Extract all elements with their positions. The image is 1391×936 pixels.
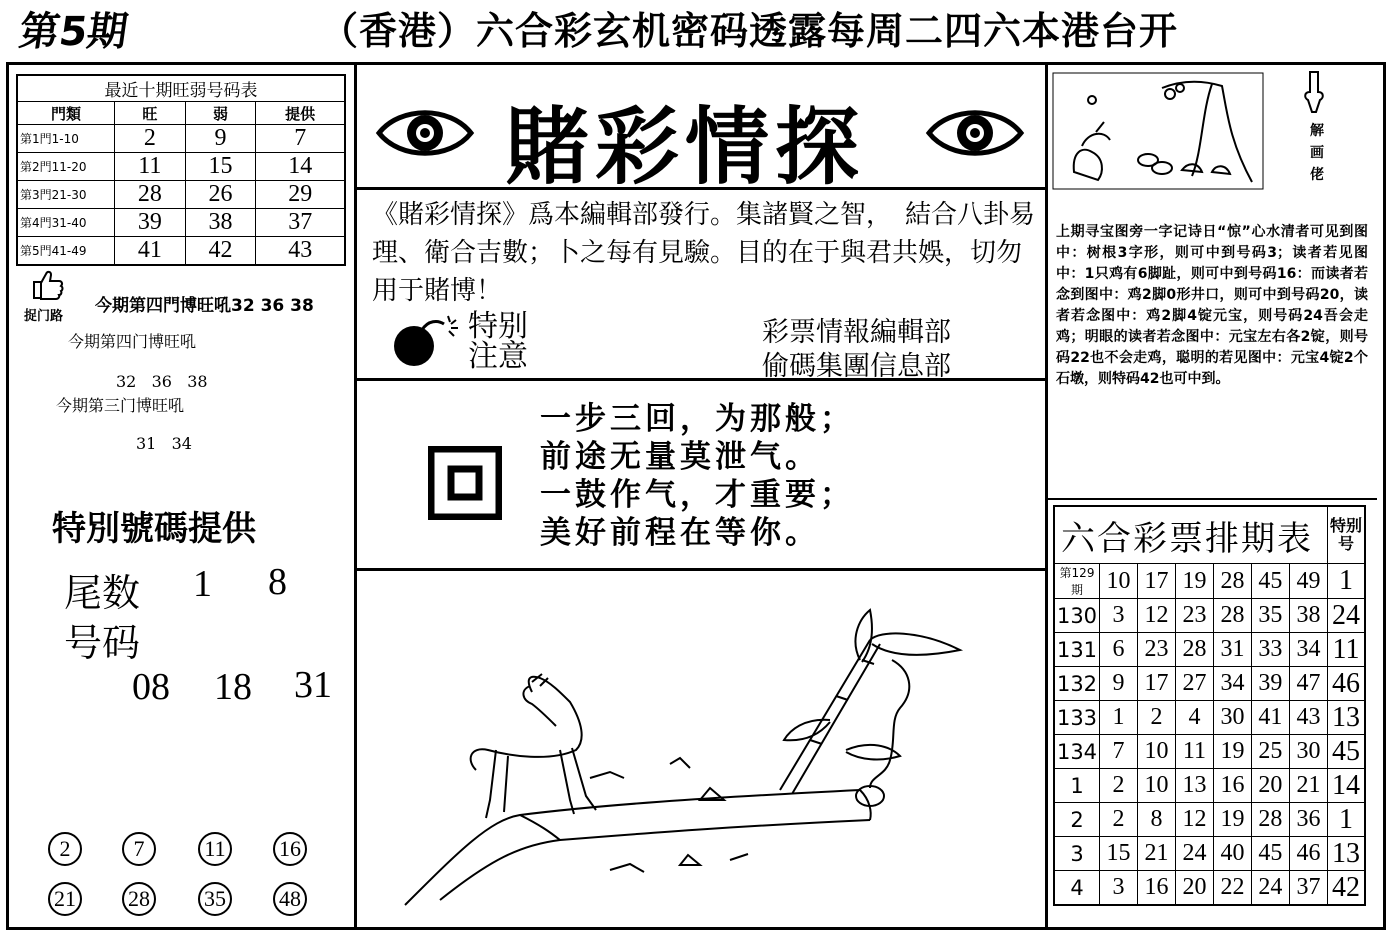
draw-number: 24 [1175, 837, 1213, 871]
special-number: 45 [1328, 735, 1366, 769]
draw-number: 38 [1289, 599, 1327, 633]
period: 第129期 [1054, 564, 1100, 599]
draw-number: 21 [1137, 837, 1175, 871]
draw-number: 3 [1100, 871, 1138, 906]
draw-number: 20 [1251, 769, 1289, 803]
thumbs-up-icon [28, 266, 64, 302]
table-row [17, 181, 345, 209]
table-row [1054, 803, 1365, 837]
draw-number: 19 [1213, 803, 1251, 837]
draw-number: 28 [1213, 564, 1251, 599]
draw-number: 34 [1289, 633, 1327, 667]
draw-number: 17 [1137, 564, 1175, 599]
circled-number: 21 [48, 882, 82, 916]
table-row [17, 125, 345, 153]
period: 131 [1054, 633, 1100, 667]
period: 4 [1054, 871, 1100, 906]
department-1: 彩票情報編輯部 [762, 317, 951, 348]
hot-number: 2 [115, 125, 186, 153]
table-row [1054, 837, 1365, 871]
circled-number: 28 [122, 882, 156, 916]
draw-number: 21 [1289, 769, 1327, 803]
group-name: 第3門21-30 [17, 181, 115, 209]
code-value: 08 [132, 666, 170, 708]
draw-number: 13 [1175, 769, 1213, 803]
table-row [1054, 701, 1365, 735]
weak-number: 15 [185, 153, 256, 181]
draw-number: 8 [1137, 803, 1175, 837]
side-label-1: 解 [1310, 123, 1324, 139]
eye-icon-left [375, 104, 475, 162]
special-number: 1 [1328, 564, 1366, 599]
pointing-hand-icon [1302, 70, 1326, 114]
draw-number: 28 [1251, 803, 1289, 837]
special-number: 14 [1328, 769, 1366, 803]
intro-text: 《賭彩情探》爲本編輯部發行。集諸賢之智， 結合八卦易理、衛合吉數；卜之每有見驗。目的在于與君共娛，切勿用于賭博！ [372, 200, 1036, 306]
tips-label: 捉门路 [24, 309, 64, 324]
schedule-title: 六合彩票排期表 [1054, 506, 1328, 564]
draw-number: 16 [1213, 769, 1251, 803]
circled-number: 35 [198, 882, 232, 916]
draw-number: 23 [1175, 599, 1213, 633]
tips-line-1-numbers: 32 36 38 [116, 372, 208, 391]
draw-number: 22 [1213, 871, 1251, 906]
right-column-divider [1045, 64, 1048, 928]
draw-number: 9 [1100, 667, 1138, 701]
side-label-2: 画 [1310, 145, 1324, 161]
offer-number: 29 [256, 181, 345, 209]
table-row [1054, 769, 1365, 803]
poem-line-1: 一步三回，为那般； [540, 401, 855, 437]
draw-number: 10 [1137, 735, 1175, 769]
draw-number: 12 [1137, 599, 1175, 633]
group-name: 第2門11-20 [17, 153, 115, 181]
draw-number: 2 [1100, 803, 1138, 837]
circled-number: 2 [48, 832, 82, 866]
tips-line-2-numbers: 31 34 [136, 434, 192, 453]
table-row [1054, 735, 1365, 769]
draw-number: 10 [1137, 769, 1175, 803]
draw-number: 31 [1213, 633, 1251, 667]
draw-number: 1 [1100, 701, 1138, 735]
period: 3 [1054, 837, 1100, 871]
poem-divider [356, 568, 1046, 571]
draw-number: 24 [1251, 871, 1289, 906]
code-label: 号码 [64, 621, 141, 665]
poem-line-4: 美好前程在等你。 [540, 515, 820, 551]
tail-value-a: 1 [193, 563, 212, 605]
draw-number: 7 [1100, 735, 1138, 769]
draw-number: 2 [1100, 769, 1138, 803]
department-2: 偷碼集團信息部 [762, 351, 951, 382]
draw-schedule-table [1053, 505, 1366, 906]
tail-label: 尾数 [64, 571, 141, 615]
period: 1 [1054, 769, 1100, 803]
col-header-weak: 弱 [185, 102, 256, 125]
special-number: 42 [1328, 871, 1366, 906]
special-number: 1 [1328, 803, 1366, 837]
draw-number: 23 [1137, 633, 1175, 667]
special-number: 13 [1328, 837, 1366, 871]
circled-number: 48 [273, 882, 307, 916]
hot-number: 28 [115, 181, 186, 209]
tips-line-2: 今期第三门博旺吼 [56, 396, 185, 415]
offer-number: 43 [256, 237, 345, 266]
circled-number: 7 [122, 832, 156, 866]
special-numbers-title: 特別號碼提供 [52, 509, 256, 549]
offer-number: 7 [256, 125, 345, 153]
col-header-hot: 旺 [115, 102, 186, 125]
draw-number: 45 [1251, 564, 1289, 599]
special-number: 11 [1328, 633, 1366, 667]
group-name: 第4門31-40 [17, 209, 115, 237]
offer-number: 14 [256, 153, 345, 181]
special-number: 13 [1328, 701, 1366, 735]
circled-number: 16 [273, 832, 307, 866]
period: 132 [1054, 667, 1100, 701]
table-row [17, 153, 345, 181]
draw-number: 39 [1251, 667, 1289, 701]
draw-number: 11 [1175, 735, 1213, 769]
draw-number: 49 [1289, 564, 1327, 599]
weak-number: 42 [185, 237, 256, 266]
draw-number: 28 [1175, 633, 1213, 667]
draw-number: 10 [1100, 564, 1138, 599]
hot-number: 39 [115, 209, 186, 237]
draw-number: 2 [1137, 701, 1175, 735]
deer-bamboo-illustration [400, 600, 1000, 920]
draw-number: 16 [1137, 871, 1175, 906]
weak-number: 38 [185, 209, 256, 237]
table-row [1054, 871, 1365, 906]
period: 134 [1054, 735, 1100, 769]
draw-number: 35 [1251, 599, 1289, 633]
draw-number: 15 [1100, 837, 1138, 871]
eye-icon-right [925, 104, 1025, 162]
issue-number: 第5期 [16, 9, 131, 55]
tail-value-b: 8 [268, 561, 287, 603]
draw-number: 30 [1213, 701, 1251, 735]
draw-number: 41 [1251, 701, 1289, 735]
weak-number: 9 [185, 125, 256, 153]
period: 133 [1054, 701, 1100, 735]
weak-number: 26 [185, 181, 256, 209]
table-row [17, 237, 345, 266]
special-number: 24 [1328, 599, 1366, 633]
draw-number: 37 [1289, 871, 1327, 906]
table-row [1054, 564, 1365, 599]
period: 130 [1054, 599, 1100, 633]
draw-number: 6 [1100, 633, 1138, 667]
riddle-picture [1052, 72, 1264, 190]
draw-number: 12 [1175, 803, 1213, 837]
tips-line-1: 今期第四门博旺吼 [68, 332, 197, 351]
hot-weak-table-caption: 最近十期旺弱号码表 [17, 75, 345, 102]
poem-line-2: 前途无量莫泄气。 [540, 439, 820, 475]
draw-number: 34 [1213, 667, 1251, 701]
period: 2 [1054, 803, 1100, 837]
poem-line-3: 一鼓作气，才重要； [540, 477, 855, 513]
bomb-icon [392, 312, 464, 368]
draw-number: 47 [1289, 667, 1327, 701]
draw-number: 19 [1175, 564, 1213, 599]
tips-headline: 今期第四門博旺吼32 36 38 [95, 296, 314, 316]
draw-number: 36 [1289, 803, 1327, 837]
circled-number: 11 [198, 832, 232, 866]
draw-number: 4 [1175, 701, 1213, 735]
draw-number: 33 [1251, 633, 1289, 667]
hot-number: 41 [115, 237, 186, 266]
table-row [1054, 599, 1365, 633]
draw-number: 30 [1289, 735, 1327, 769]
special-number-header: 特别号 [1328, 506, 1366, 564]
hot-weak-table [16, 74, 346, 266]
code-value: 18 [214, 666, 252, 708]
draw-number: 27 [1175, 667, 1213, 701]
draw-number: 40 [1213, 837, 1251, 871]
left-column-divider [354, 64, 357, 928]
draw-number: 28 [1213, 599, 1251, 633]
notice-line-2: 注意 [468, 339, 528, 374]
col-header-group: 門類 [17, 102, 115, 125]
special-number: 46 [1328, 667, 1366, 701]
draw-number: 3 [1100, 599, 1138, 633]
riddle-explanation: 上期寻宝图旁一字记诗日“惊”心水清者可见到图中：树根3字形，则可中到号码3；读者若见图中：1只鸡有6脚趾，则可中到号码16：而读者若念到图中：鸡2脚0形井口，则可中到号码20，读者若念图中：鸡2脚4锭元宝，则号码24吾会走鸡；明眼的读者若念图中：元宝左右各2锭，则号码22也不会走鸡，聪明的若见图中：元宝4锭2个石墩，则特码42也可中到。 [1056, 224, 1368, 387]
draw-number: 19 [1213, 735, 1251, 769]
col-header-offer: 提供 [256, 102, 345, 125]
offer-number: 37 [256, 209, 345, 237]
code-value: 31 [294, 664, 332, 706]
side-label-3: 佬 [1310, 167, 1324, 183]
right-upper-divider [1047, 498, 1377, 500]
draw-number: 43 [1289, 701, 1327, 735]
hot-number: 11 [115, 153, 186, 181]
table-row [1054, 633, 1365, 667]
draw-number: 17 [1137, 667, 1175, 701]
masthead-title: 賭彩情探 [505, 97, 866, 196]
group-name: 第5門41-49 [17, 237, 115, 266]
notice-line-1: 特别 [468, 309, 528, 344]
table-row [17, 209, 345, 237]
draw-number: 20 [1175, 871, 1213, 906]
group-name: 第1門1-10 [17, 125, 115, 153]
draw-number: 46 [1289, 837, 1327, 871]
table-row [1054, 667, 1365, 701]
hui-character-icon [428, 446, 502, 520]
draw-number: 45 [1251, 837, 1289, 871]
page-title: （香港）六合彩玄机密码透露每周二四六本港台开 [320, 9, 1179, 53]
draw-number: 25 [1251, 735, 1289, 769]
